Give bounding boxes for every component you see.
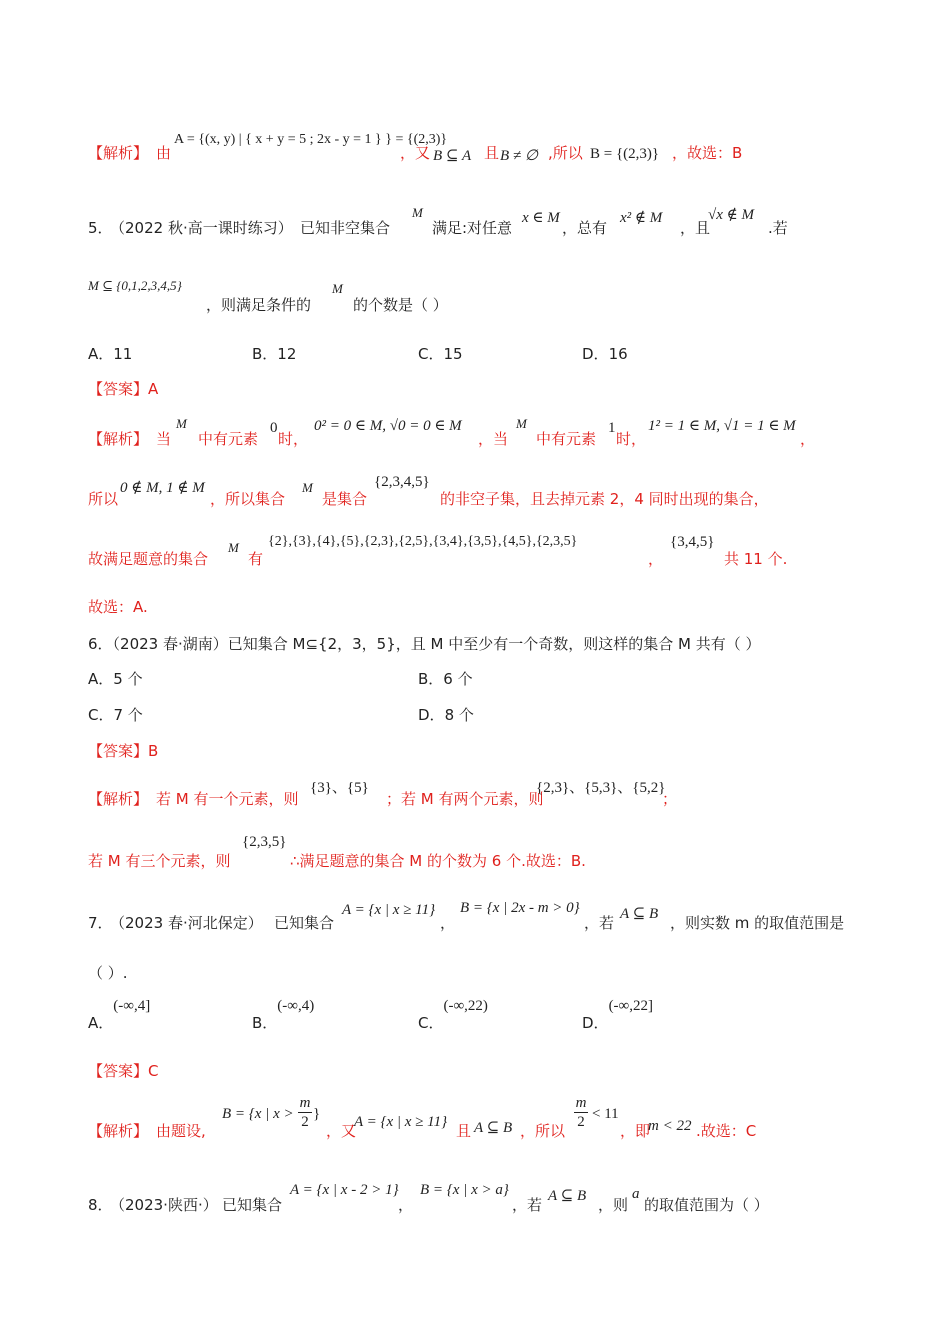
question-number: 6． [88, 635, 113, 653]
q6-options-row1 [88, 668, 788, 688]
q6-options-row2 [88, 704, 788, 724]
q6-analysis-line2: 若 M 有三个元素，则 {2,3,5} ∴满足题意的集合 M 的个数为 6 个.故选：B. [88, 834, 586, 870]
option-b[interactable]: B．6 个 [418, 670, 473, 688]
option-b[interactable]: B．12 [252, 345, 297, 363]
option-a[interactable]: A．5 个 [88, 670, 143, 688]
question-number: 7． [88, 914, 113, 932]
option-d[interactable]: D．(-∞,22] [582, 998, 653, 1032]
question-source: （2023 春·河北保定） [110, 914, 263, 932]
q7-stem-line2: （ ）. [88, 964, 128, 982]
q5-analysis-line3: 故满足题意的集合 M 有 {2},{3},{4},{5},{2,3},{2,5},{3,4},{3,5},{4,5},{2,3,5} ， {3,4,5} 共 11 个. [88, 534, 788, 568]
q8-stem: 8． （2023·陕西·） 已知集合 A = {x | x - 2 > 1} ， B = {x | x > a} ，若 A ⊆ B ，则 a 的取值范围为（ ） [88, 1182, 769, 1214]
q7-options [88, 996, 788, 1030]
q5-stem-line2: M ⊆ {0,1,2,3,4,5} ，则满足条件的 M 的个数是（ ） [88, 278, 448, 314]
question-source: （2022 秋·高一课时练习） [110, 219, 293, 237]
question-number: 8． [88, 1196, 113, 1214]
q7-stem-line1: 7． （2023 春·河北保定） 已知集合 A = {x | x ≥ 11} ， B = {x | 2x - m > 0} ，若 A ⊆ B ，则实数 m 的取值范围是 [88, 900, 845, 932]
fraction-m-over-2: m 2 [299, 1095, 311, 1130]
fraction-m-over-2-ineq: m 2 [575, 1095, 587, 1130]
option-d[interactable]: D．8 个 [418, 706, 474, 724]
analysis-label: 【解析】 [88, 430, 149, 448]
answer-label: 【答案】 [88, 380, 149, 398]
answer-value: B [148, 742, 159, 760]
analysis-label: 【解析】 [88, 1122, 149, 1140]
option-b[interactable]: B．(-∞,4) [252, 998, 315, 1032]
answer-label: 【答案】 [88, 742, 149, 760]
q7-analysis: 【解析】 由题设, B = {x | x > m 2 } ，又 A = {x | x ≥ 11} 且 A ⊆ B ，所以 m 2 < 11 ，即 m < 22 .故选：C [88, 1095, 757, 1140]
analysis-label: 【解析】 [88, 144, 149, 162]
q6-answer [88, 740, 890, 761]
q7-answer [88, 1060, 890, 1081]
question-source: （2023 春·湖南） [112, 635, 228, 653]
option-c[interactable]: C．7 个 [88, 706, 143, 724]
q4-analysis: 【解析】 由 A = {(x, y) | { x + y = 5 ; 2x - y = 1 } } = {(2,3)} ，又 B ⊆ A 且 B ≠ ∅ ,所以 B = {(2,3)} ，故选：B [88, 132, 743, 164]
analysis-label: 【解析】 [88, 790, 149, 808]
option-c[interactable]: C．15 [418, 345, 463, 363]
answer-label: 【答案】 [88, 1062, 149, 1080]
question-number: 5． [88, 219, 113, 237]
option-a[interactable]: A．(-∞,4] [88, 998, 151, 1032]
answer-value: C [148, 1062, 159, 1080]
q6-analysis-line1: 【解析】 若 M 有一个元素，则 {3}、{5} ；若 M 有两个元素，则 {2,3}、{5,3}、{5,2} ； [88, 780, 678, 808]
q5-analysis-line2: 所以 0 ∉ M, 1 ∉ M ，所以集合 M 是集合 {2,3,4,5} 的非空子集，且去掉元素 2，4 同时出现的集合， [88, 474, 769, 508]
q5-conclusion: 故选：A. [88, 598, 148, 616]
option-a[interactable]: A．11 [88, 345, 133, 363]
q5-options [88, 343, 788, 363]
q5-answer [88, 378, 890, 399]
q6-stem: 6．（2023 春·湖南）已知集合 M⊆{2，3，5}，且 M 中至少有一个奇数，则这样的集合 M 共有（ ） [88, 635, 761, 653]
option-d[interactable]: D．16 [582, 345, 628, 363]
q5-stem-line1: 5． （2022 秋·高一课时练习） 已知非空集合 M 满足:对任意 x ∈ M ，总有 x² ∉ M ，且 √x ∉ M .若 [88, 205, 788, 237]
option-c[interactable]: C．(-∞,22) [418, 998, 488, 1032]
set-a-system-expr: A = {(x, y) | { x + y = 5 ; 2x - y = 1 } } = {(2,3)} [174, 132, 448, 147]
q5-analysis-line1: 【解析】 当 M 中有元素 0 时， 0² = 0 ∈ M, √0 = 0 ∈ M ，当 M 中有元素 1 时， 1² = 1 ∈ M, √1 = 1 ∈ M ， [88, 416, 816, 448]
answer-value: A [148, 380, 159, 398]
question-source: （2023·陕西·） [110, 1196, 218, 1214]
